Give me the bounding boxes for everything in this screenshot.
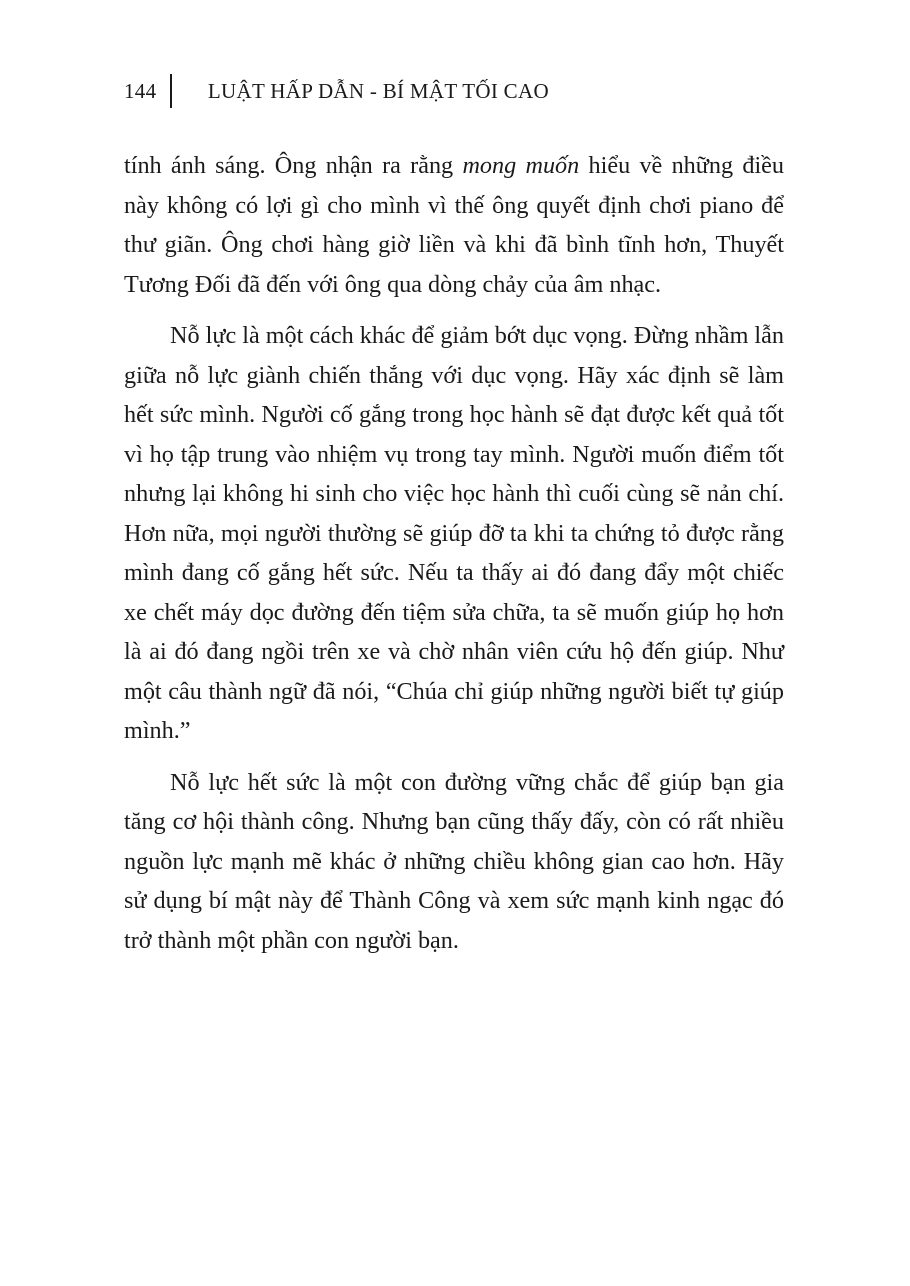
- paragraph-effort: Nỗ lực là một cách khác để giảm bớt dục vọng. Đừng nhầm lẫn giữa nỗ lực giành chiến thắng với dục vọng. Hãy xác định sẽ làm hết sức mình. Người cố gắng trong học hành sẽ đạt được kết quả tốt vì họ tập trung vào nhiệm vụ trong tay mình. Người muốn điểm tốt nhưng lại không hi sinh cho việc học hành thì cuối cùng sẽ nản chí. Hơn nữa, mọi người thường sẽ giúp đỡ ta khi ta chứng tỏ được rằng mình đang cố gắng hết sức. Nếu ta thấy ai đó đang đẩy một chiếc xe chết máy dọc đường đến tiệm sửa chữa, ta sẽ muốn giúp họ hơn là ai đó đang ngồi trên xe và chờ nhân viên cứu hộ đến giúp. Như một câu thành ngữ đã nói, “Chúa chỉ giúp những người biết tự giúp mình.”: [124, 322, 784, 744]
- book-title: LUẬT HẤP DẪN - BÍ MẬT TỐI CAO: [207, 78, 549, 103]
- paragraph-conclusion: Nỗ lực hết sức là một con đường vững chắc để giúp bạn gia tăng cơ hội thành công. Nhưng bạn cũng thấy đấy, còn có rất nhiều nguồn lực mạnh mẽ khác ở những chiều không gian cao hơn. Hãy sử dụng bí mật này để Thành Công và xem sức mạnh kinh ngạc đó trở thành một phần con người bạn.: [124, 768, 784, 954]
- page-body: [124, 146, 784, 960]
- paragraph-text: tính ánh sáng. Ông nhận ra rằng: [124, 152, 463, 179]
- running-header: [124, 74, 549, 108]
- italic-emphasis: mong muốn: [462, 152, 580, 179]
- paragraph-continued: [124, 146, 784, 304]
- paragraph-text: hiểu về những điều này không có lợi gì cho mình vì thế ông quyết định chơi piano để thư giãn. Ông chơi hàng giờ liền và khi đã bình tĩnh hơn, Thuyết Tương Đối đã đến với ông qua dòng chảy của âm nhạc.: [124, 152, 785, 298]
- page-number: 144: [124, 78, 157, 103]
